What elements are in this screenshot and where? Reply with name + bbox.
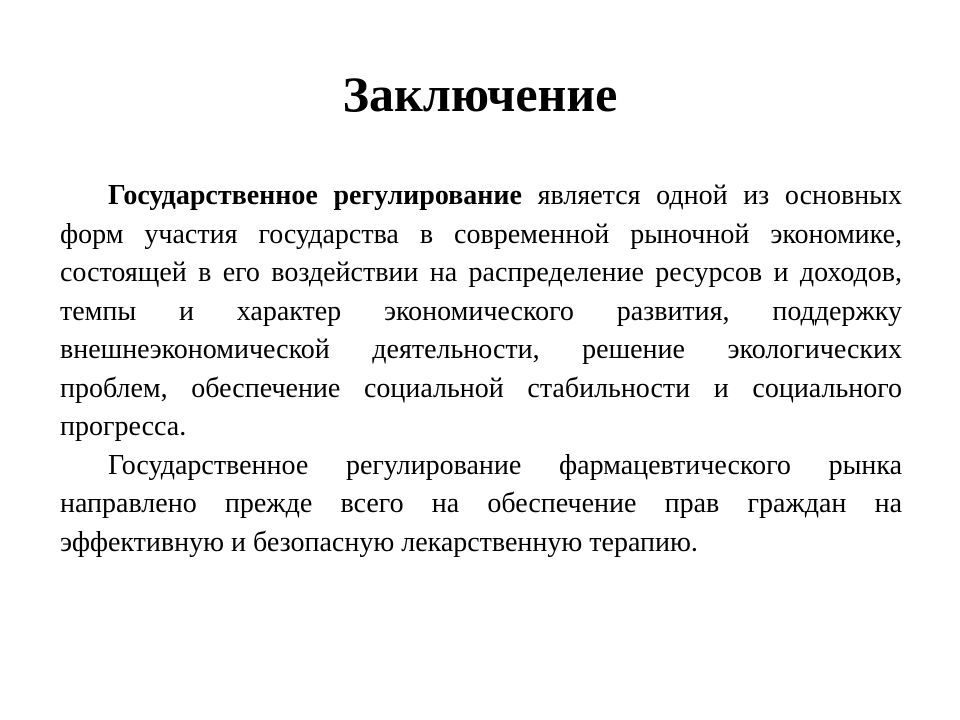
- slide-title: Заключение: [342, 66, 618, 122]
- paragraph-1-bold-lead: Государственное регулирование: [108, 180, 522, 211]
- paragraph-1-text: является одной из основных форм участия государства в современной рыночной экономике, состоящей в его воздействии на распределение ресурсов и доходов, темпы и характер экономического развития, поддержку внешнеэкономической деятельности, решение экологических проблем, обеспечение социальной стабильности и социального прогресса.: [60, 180, 902, 442]
- slide-body: [60, 177, 902, 562]
- paragraph-2: [60, 447, 902, 563]
- paragraph-2-text: Государственное регулирование фармацевтического рынка направлено прежде всего на обеспечение прав граждан на эффективную и безопасную лекарственную терапию.: [60, 449, 902, 558]
- paragraph-1: [60, 177, 902, 447]
